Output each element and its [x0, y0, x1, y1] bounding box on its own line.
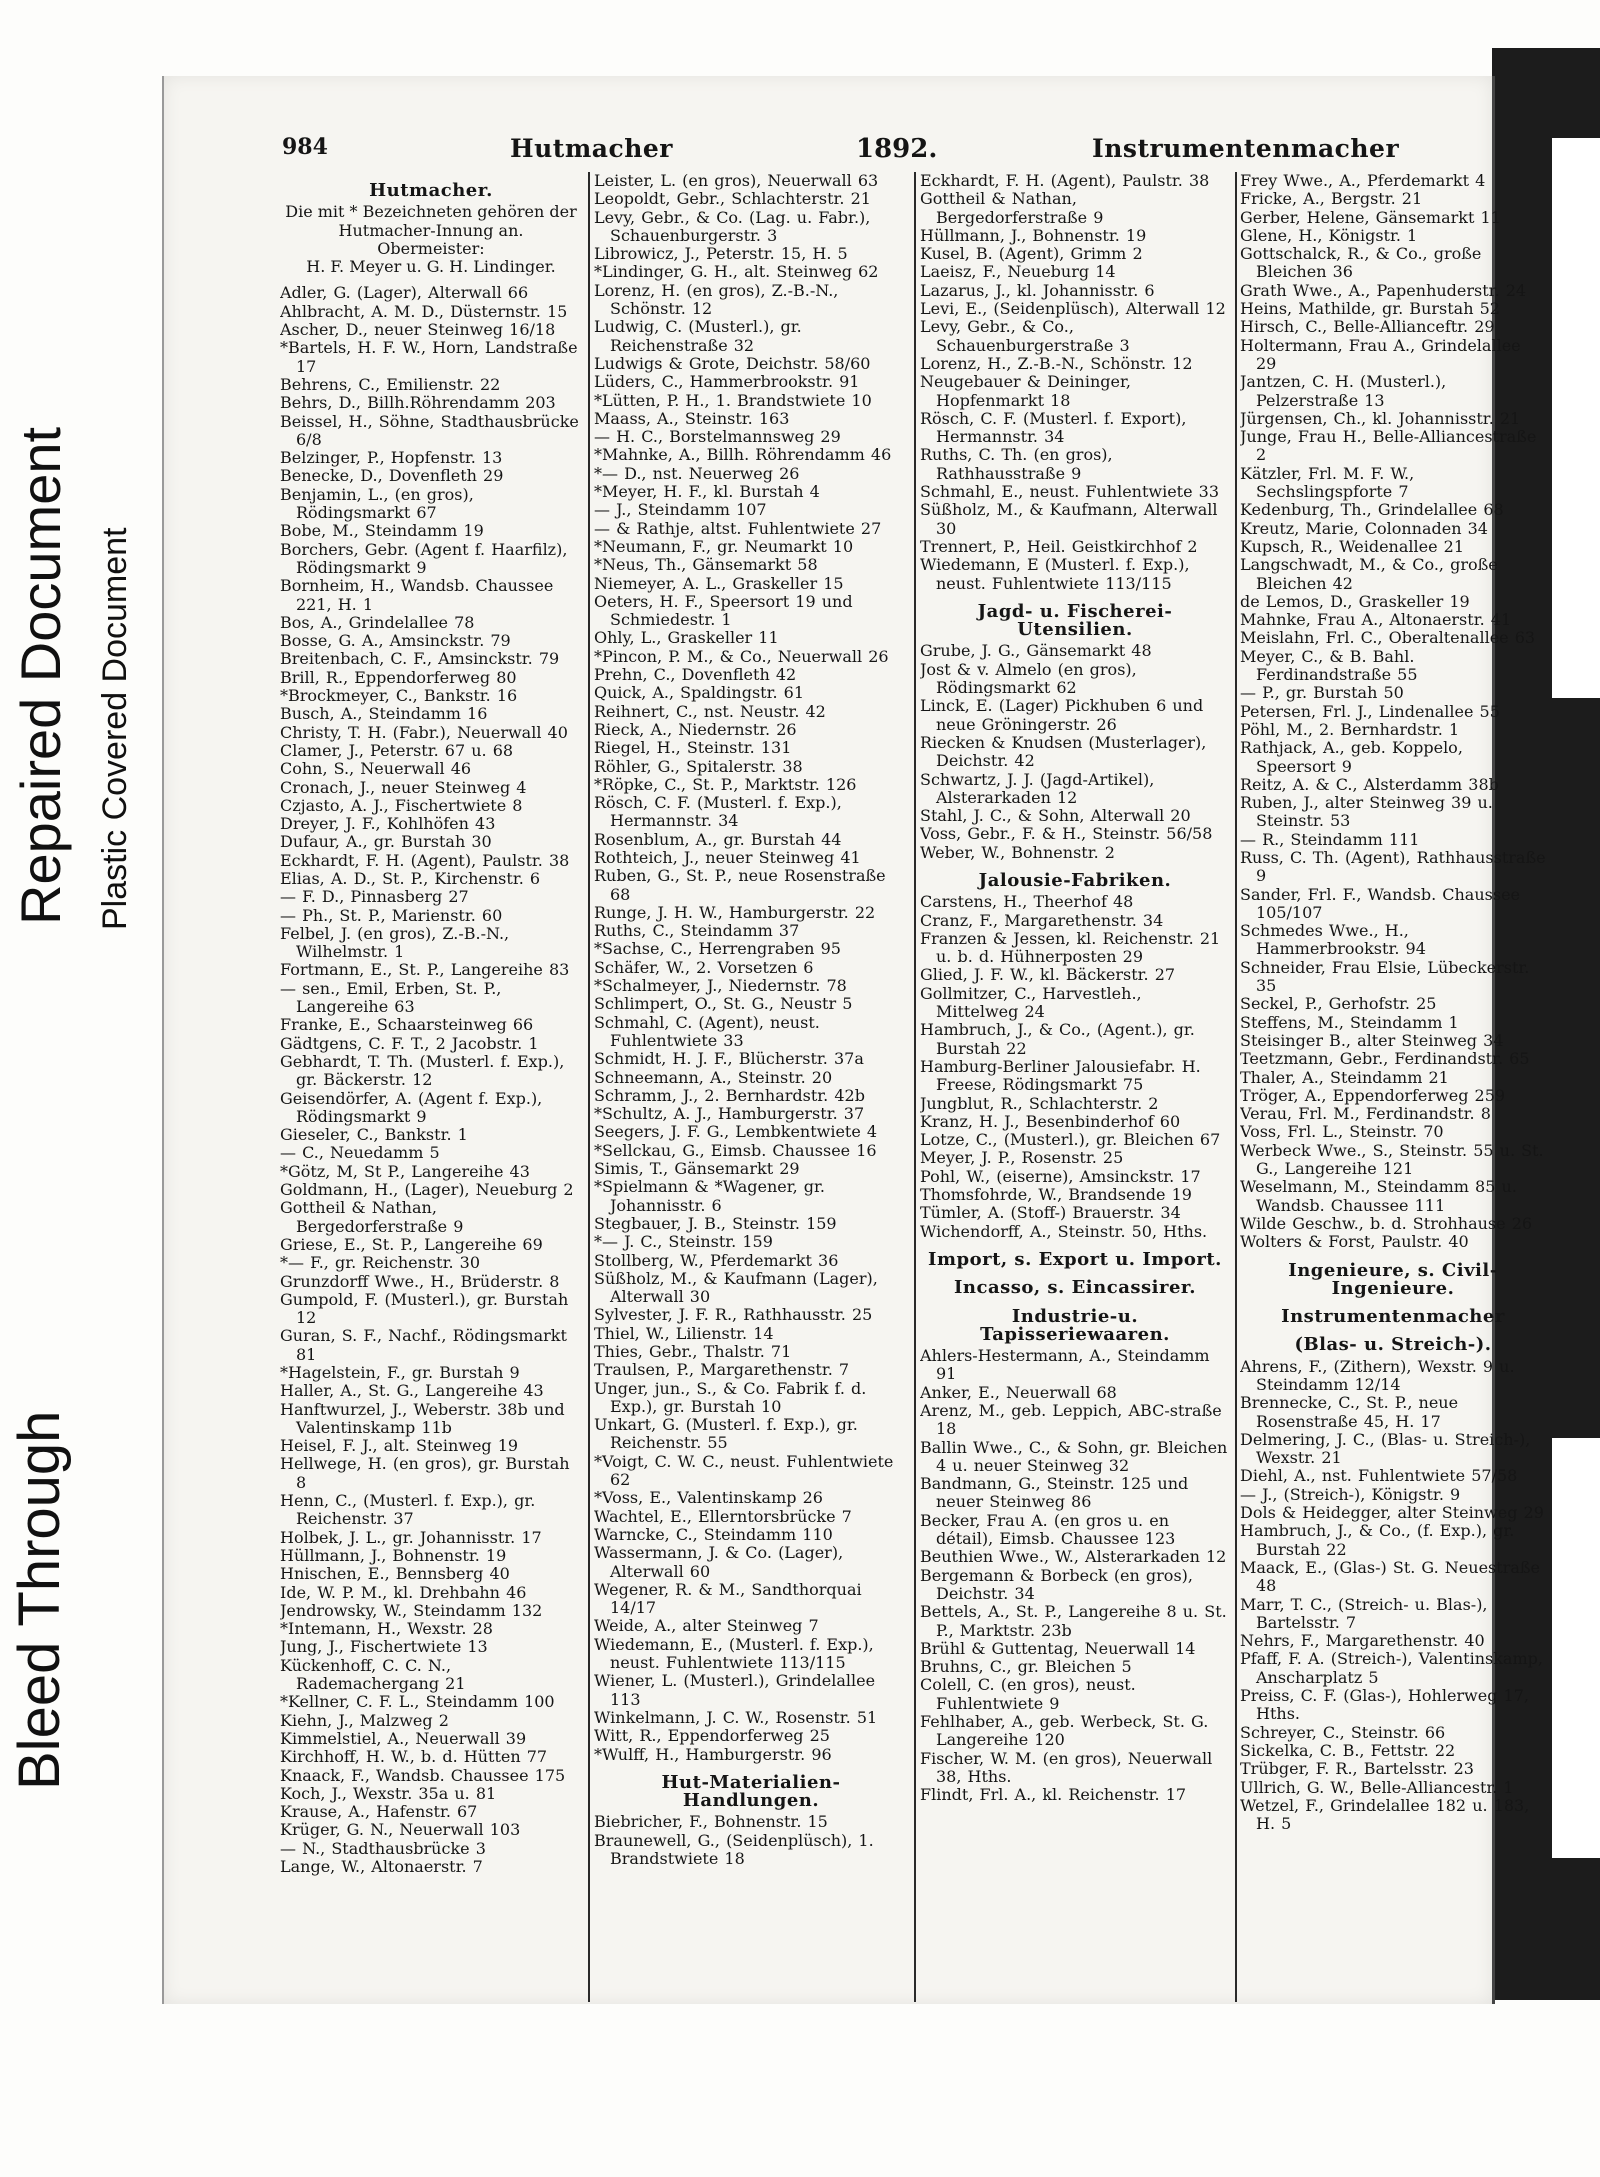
directory-entry: Ballin Wwe., C., & Sohn, gr. Bleichen 4 u. neuer Steinweg 32: [920, 1437, 1228, 1475]
directory-entry: Rothteich, J., neuer Steinweg 41: [594, 847, 861, 867]
directory-entry: Süßholz, M., & Kaufmann, Alterwall 30: [920, 500, 1218, 538]
directory-entry: Verau, Frl. M., Ferdinandstr. 8: [1240, 1104, 1491, 1124]
directory-entry: Riegel, H., Steinstr. 131: [594, 738, 792, 758]
directory-entry: Hirsch, C., Belle-Allianceftr. 29: [1240, 317, 1495, 337]
directory-entry: Gottschalck, R., & Co., große Bleichen 36: [1240, 244, 1482, 282]
directory-entry: Grunzdorff Wwe., H., Brüderstr. 8: [280, 1271, 560, 1291]
directory-entry: Sander, Frl. F., Wandsb. Chaussee 105/107: [1240, 884, 1520, 922]
directory-entry: Gottheil & Nathan, Bergedorferstraße 9: [280, 1198, 464, 1236]
directory-entry: Hüllmann, J., Bohnenstr. 19: [920, 225, 1147, 245]
directory-entry: *Schalmeyer, J., Niedernstr. 78: [594, 976, 847, 996]
directory-entry: Bandmann, G., Steinstr. 125 und neuer Steinweg 86: [920, 1474, 1189, 1512]
section-note: H. F. Meyer u. G. H. Lindinger.: [306, 257, 556, 277]
directory-entry: Schlimpert, O., St. G., Neustr 5: [594, 994, 853, 1014]
directory-entry: *Neumann, F., gr. Neumarkt 10: [594, 536, 854, 556]
directory-entry: *Mahnke, A., Billh. Röhrendamm 46: [594, 445, 892, 465]
directory-entry: Schmidt, H. J. F., Blücherstr. 37a: [594, 1049, 864, 1069]
directory-entry: Borchers, Gebr. (Agent f. Haarfilz), Rödingsmarkt 9: [280, 539, 568, 577]
directory-entry: Schreyer, C., Steinstr. 66: [1240, 1722, 1446, 1742]
directory-entry: *Lütten, P. H., 1. Brandstwiete 10: [594, 390, 872, 410]
directory-entry: Unger, jun., S., & Co. Fabrik f. d. Exp.), gr. Burstah 10: [594, 1378, 867, 1416]
directory-entry: Christy, T. H. (Fabr.), Neuerwall 40: [280, 722, 568, 742]
section-heading: Jalousie-Fabriken.: [978, 869, 1172, 891]
directory-entry: Warncke, C., Steindamm 110: [594, 1524, 833, 1544]
directory-entry: Knaack, F., Wandsb. Chaussee 175: [280, 1765, 566, 1785]
directory-entry: Langschwadt, M., & Co., große Bleichen 42: [1240, 555, 1498, 593]
directory-entry: Werbeck Wwe., S., Steinstr. 55 u. St. G., Langereihe 121: [1240, 1140, 1544, 1179]
column-4: [1240, 172, 1546, 1992]
directory-entry: Diehl, A., nst. Fuhlentwiete 57/58: [1240, 1466, 1518, 1486]
directory-entry: *Bartels, H. F. W., Horn, Landstraße 17: [280, 338, 578, 376]
directory-entry: Unkart, G. (Musterl. f. Exp.), gr. Reichenstr. 55: [594, 1415, 858, 1453]
directory-entry: Clamer, J., Peterstr. 67 u. 68: [280, 740, 514, 760]
directory-entry: — J., Steindamm 107: [594, 500, 767, 520]
directory-entry: Reitz, A. & C., Alsterdamm 38b: [1240, 774, 1499, 794]
section-heading: Import, s. Export u. Import.: [928, 1248, 1222, 1270]
directory-entry: Jantzen, C. H. (Musterl.), Pelzerstraße 13: [1240, 372, 1447, 410]
directory-entry: Bruhns, C., gr. Bleichen 5: [920, 1657, 1132, 1677]
directory-entry: Biebricher, F., Bohnenstr. 15: [594, 1812, 828, 1832]
directory-entry: Fricke, A., Bergstr. 21: [1240, 189, 1423, 209]
directory-entry: Grath Wwe., A., Papenhuderstr. 24: [1240, 280, 1527, 300]
directory-entry: Schneider, Frau Elsie, Lübeckerstr. 35: [1240, 957, 1530, 996]
directory-entry: *Wulff, H., Hamburgerstr. 96: [594, 1744, 832, 1764]
directory-entry: Fortmann, E., St. P., Langereihe 83: [280, 960, 570, 980]
directory-entry: Tümler, A. (Stoff-) Brauerstr. 34: [920, 1203, 1181, 1223]
directory-entry: Kedenburg, Th., Grindelallee 68: [1240, 500, 1504, 520]
directory-entry: Hambruch, J., & Co., (Agent.), gr. Burstah 22: [920, 1020, 1195, 1058]
directory-entry: Arenz, M., geb. Leppich, ABC-straße 18: [920, 1401, 1222, 1439]
directory-entry: Fischer, W. M. (en gros), Neuerwall 38, Hths.: [920, 1748, 1213, 1786]
directory-entry: Ludwig, C. (Musterl.), gr. Reichenstraße 32: [594, 317, 802, 355]
section-note: Die mit * Bezeichneten gehören der: [285, 202, 577, 222]
directory-entry: Gerber, Helene, Gänsemarkt 11: [1240, 207, 1501, 227]
directory-entry: Kimmelstiel, A., Neuerwall 39: [280, 1728, 527, 1748]
directory-entry: Pfaff, F. A. (Streich-), Valentinskamp, Anscharplatz 5: [1240, 1649, 1543, 1687]
directory-entry: *Spielmann & *Wagener, gr. Johannisstr. 6: [594, 1177, 825, 1215]
directory-entry: Reihnert, C., nst. Neustr. 42: [594, 701, 826, 721]
directory-entry: Sickelka, C. B., Fettstr. 22: [1240, 1740, 1456, 1760]
column-1: [280, 172, 582, 1992]
directory-entry: Kätzler, Frl. M. F. W., Sechslingspforte 7: [1240, 463, 1415, 502]
directory-entry: Winkelmann, J. C. W., Rosenstr. 51: [594, 1707, 878, 1727]
directory-entry: Schwartz, J. J. (Jagd-Artikel), Alsterarkaden 12: [920, 769, 1155, 807]
directory-entry: *Kellner, C. F. L., Steindamm 100: [280, 1692, 555, 1712]
directory-entry: Trübger, F. R., Bartelsstr. 23: [1240, 1759, 1474, 1779]
directory-entry: Weber, W., Bohnenstr. 2: [920, 842, 1115, 862]
directory-entry: Henn, C., (Musterl. f. Exp.), gr. Reichenstr. 37: [280, 1491, 536, 1529]
directory-entry: Ullrich, G. W., Belle-Alliancestr. 1: [1240, 1777, 1514, 1797]
directory-entry: Grube, J. G., Gänsemarkt 48: [920, 641, 1152, 661]
directory-entry: *Neus, Th., Gänsemarkt 58: [594, 555, 818, 575]
directory-entry: Sylvester, J. F. R., Rathhausstr. 25: [594, 1305, 873, 1325]
directory-entry: Steffens, M., Steindamm 1: [1240, 1012, 1459, 1032]
directory-entry: Thaler, A., Steindamm 21: [1240, 1067, 1449, 1087]
directory-entry: *Röpke, C., St. P., Marktstr. 126: [594, 774, 857, 794]
directory-entry: Quick, A., Spaldingstr. 61: [594, 683, 805, 703]
directory-entry: Tröger, A., Eppendorferweg 259: [1240, 1085, 1506, 1105]
directory-entry: Lüders, C., Hammerbrookstr. 91: [594, 372, 860, 392]
directory-entry: *— F., gr. Reichenstr. 30: [280, 1253, 480, 1273]
section-heading: Instrumentenmacher: [1281, 1306, 1505, 1328]
directory-entry: Voss, Frl. L., Steinstr. 70: [1240, 1122, 1444, 1142]
overlay-label-strip: [0, 350, 160, 1790]
directory-entry: Runge, J. H. W., Hamburgerstr. 22: [594, 902, 876, 922]
directory-entry: Lange, W., Altonaerstr. 7: [280, 1857, 483, 1877]
directory-entry: Oeters, H. F., Speersort 19 und Schmiedestr. 1: [594, 591, 853, 630]
directory-entry: — H. C., Borstelmannsweg 29: [594, 427, 841, 447]
directory-entry: Levy, Gebr., & Co. (Lag. u. Fabr.), Schauenburgerstr. 3: [594, 207, 871, 245]
directory-entry: Dols & Heidegger, alter Steinweg 29: [1240, 1503, 1544, 1523]
directory-entry: Heins, Mathilde, gr. Burstah 52: [1240, 299, 1500, 319]
directory-entry: Belzinger, P., Hopfenstr. 13: [280, 448, 503, 468]
directory-entry: Nehrs, F., Margarethenstr. 40: [1240, 1631, 1485, 1651]
directory-entry: — J., (Streich-), Königstr. 9: [1240, 1484, 1461, 1504]
directory-entry: Hellwege, H. (en gros), gr. Burstah 8: [280, 1454, 570, 1492]
section-note: Obermeister:: [377, 238, 485, 258]
directory-entry: Krüger, G. N., Neuerwall 103: [280, 1820, 521, 1840]
directory-entry: Jungblut, R., Schlachterstr. 2: [920, 1093, 1159, 1113]
directory-entry: Bobe, M., Steindamm 19: [280, 521, 484, 541]
directory-entry: Bornheim, H., Wandsb. Chaussee 221, H. 1: [280, 576, 554, 614]
directory-entry: Ahlers-Hestermann, A., Steindamm 91: [920, 1346, 1210, 1384]
directory-entry: Ascher, D., neuer Steinweg 16/18: [280, 320, 556, 340]
directory-entry: Becker, Frau A. (en gros u. en détail), Eimsb. Chaussee 123: [920, 1510, 1176, 1549]
directory-entry: Ahrens, F., (Zithern), Wexstr. 9 u. Steindamm 12/14: [1240, 1356, 1515, 1394]
directory-entry: Pöhl, M., 2. Bernhardstr. 1: [1240, 719, 1460, 739]
directory-entry: Dreyer, J. F., Kohlhöfen 43: [280, 814, 496, 834]
directory-entry: Czjasto, A. J., Fischertwiete 8: [280, 795, 523, 815]
repaired-document-label: Repaired Document: [9, 426, 72, 925]
directory-entry: Jürgensen, Ch., kl. Johannisstr. 21: [1240, 408, 1521, 428]
directory-entry: Anker, E., Neuerwall 68: [920, 1382, 1117, 1402]
directory-entry: Ruben, G., St. P., neue Rosenstraße 68: [594, 866, 886, 904]
section-heading: Jagd- u. Fischerei-Utensilien.: [977, 600, 1173, 641]
directory-entry: Cohn, S., Neuerwall 46: [280, 759, 472, 779]
directory-entry: — sen., Emil, Erben, St. P., Langereihe 63: [280, 978, 502, 1017]
directory-entry: Behrs, D., Billh.Röhrendamm 203: [280, 393, 556, 413]
directory-entry: Behrens, C., Emilienstr. 22: [280, 374, 501, 394]
directory-entry: Petersen, Frl. J., Lindenallee 55: [1240, 701, 1500, 721]
directory-entry: Gumpold, F. (Musterl.), gr. Burstah 12: [280, 1289, 569, 1328]
directory-entry: Eckhardt, F. H. (Agent), Paulstr. 38: [920, 172, 1210, 190]
directory-entry: Bettels, A., St. P., Langereihe 8 u. St. P., Marktstr. 23b: [920, 1602, 1227, 1640]
column-rule: [1235, 172, 1237, 2002]
directory-entry: Maack, E., (Glas-) St. G. Neuestraße 48: [1240, 1557, 1541, 1596]
directory-entry: Simis, T., Gänsemarkt 29: [594, 1159, 800, 1179]
directory-entry: Steisinger B., alter Steinweg 34: [1240, 1030, 1504, 1050]
directory-entry: Thies, Gebr., Thalstr. 71: [594, 1342, 792, 1361]
directory-entry: Haller, A., St. G., Langereihe 43: [280, 1381, 544, 1401]
directory-entry: Rösch, C. F. (Musterl. f. Export), Hermannstr. 34: [920, 408, 1187, 447]
directory-entry: Carstens, H., Theerhof 48: [920, 892, 1134, 912]
directory-entry: Benecke, D., Dovenfleth 29: [280, 466, 504, 486]
directory-entry: Fehlhaber, A., geb. Werbeck, St. G. Langereihe 120: [920, 1712, 1209, 1750]
directory-entry: Jendrowsky, W., Steindamm 132: [280, 1600, 543, 1620]
directory-entry: Gädtgens, C. F. T., 2 Jacobstr. 1: [280, 1033, 539, 1053]
directory-entry: Holbek, J. L., gr. Johannisstr. 17: [280, 1527, 542, 1547]
directory-entry: Busch, A., Steindamm 16: [280, 704, 488, 724]
directory-entry: Ruths, C. Th. (en gros), Rathhausstraße 9: [920, 445, 1113, 483]
directory-entry: Neugebauer & Deininger, Hopfenmarkt 18: [920, 372, 1131, 410]
directory-entry: Dufaur, A., gr. Burstah 30: [280, 832, 492, 852]
directory-entry: *Sachse, C., Herrengraben 95: [594, 939, 841, 959]
directory-entry: Wiedemann, E., (Musterl. f. Exp.), neust. Fuhlentwiete 113/115: [594, 1634, 874, 1673]
directory-entry: Meyer, C., & B. Bahl. Ferdinandstraße 55: [1240, 646, 1418, 685]
directory-entry: Hnischen, E., Bennsberg 40: [280, 1564, 510, 1584]
directory-entry: Linck, E. (Lager) Pickhuben 6 und neue Gröningerstr. 26: [920, 696, 1204, 734]
directory-entry: Junge, Frau H., Belle-Alliancestraße 2: [1240, 427, 1537, 465]
directory-entry: Breitenbach, C. F., Amsinckstr. 79: [280, 649, 560, 669]
plastic-covered-label: Plastic Covered Document: [96, 527, 134, 930]
scanner-background-tab: [1552, 1438, 1600, 1858]
directory-entry: Lorenz, H., Z.-B.-N., Schönstr. 12: [920, 353, 1193, 373]
directory-entry: Brennecke, C., St. P., neue Rosenstraße 45, H. 17: [1240, 1393, 1459, 1431]
column-rule: [914, 172, 916, 2002]
page-header: [282, 134, 1482, 174]
directory-entry: Kranz, H. J., Besenbinderhof 60: [920, 1111, 1181, 1131]
directory-entry: Trennert, P., Heil. Geistkirchhof 2: [920, 536, 1198, 556]
directory-entry: Eckhardt, F. H. (Agent), Paulstr. 38: [280, 850, 570, 870]
directory-entry: Ruths, C., Steindamm 37: [594, 921, 800, 941]
directory-entry: Heisel, F. J., alt. Steinweg 19: [280, 1436, 519, 1456]
directory-entry: Wolters & Forst, Paulstr. 40: [1240, 1232, 1469, 1252]
directory-entry: de Lemos, D., Graskeller 19: [1240, 591, 1470, 611]
directory-entry: Ludwigs & Grote, Deichstr. 58/60: [594, 353, 871, 373]
directory-entry: Franzen & Jessen, kl. Reichenstr. 21 u. b. d. Hühnerposten 29: [920, 928, 1221, 967]
directory-entry: Stegbauer, J. B., Steinstr. 159: [594, 1213, 837, 1233]
directory-entry: *Voigt, C. W. C., neust. Fuhlentwiete 62: [594, 1451, 894, 1490]
section-heading: Hutmacher.: [369, 180, 493, 201]
directory-entry: *— D., nst. Neuerweg 26: [594, 463, 800, 483]
directory-entry: Kreutz, Marie, Colonnaden 34: [1240, 518, 1488, 538]
directory-entry: Guran, S. F., Nachf., Rödingsmarkt 81: [280, 1326, 567, 1364]
directory-entry: Kupsch, R., Weidenallee 21: [1240, 536, 1464, 556]
directory-entry: Bergemann & Borbeck (en gros), Deichstr. 34: [920, 1565, 1193, 1603]
directory-entry: Glene, H., Königstr. 1: [1240, 225, 1418, 245]
directory-entry: Ide, W. P. M., kl. Drehbahn 46: [280, 1582, 527, 1602]
section-heading: (Blas- u. Streich-).: [1294, 1334, 1492, 1356]
directory-entry: Gebhardt, T. Th. (Musterl. f. Exp.), gr. Bäckerstr. 12: [280, 1051, 565, 1090]
directory-entry: Stollberg, W., Pferdemarkt 36: [594, 1250, 839, 1270]
directory-entry: *Intemann, H., Wexstr. 28: [280, 1619, 493, 1639]
column-3: [920, 172, 1230, 1992]
directory-entry: Seckel, P., Gerhofstr. 25: [1240, 994, 1437, 1014]
directory-entry: Levi, E., (Seidenplüsch), Alterwall 12: [920, 299, 1226, 319]
directory-entry: Prehn, C., Dovenfleth 42: [594, 665, 797, 685]
directory-entry: — F. D., Pinnasberg 27: [280, 887, 469, 907]
section-heading: Ingenieure, s. Civil-Ingenieure.: [1288, 1259, 1498, 1299]
directory-entry: Schmahl, E., neust. Fuhlentwiete 33: [920, 482, 1220, 502]
directory-entry: Wilde Geschw., b. d. Strohhause 26: [1240, 1213, 1533, 1233]
directory-entry: Hamburg-Berliner Jalousiefabr. H. Freese, Rödingsmarkt 75: [920, 1056, 1201, 1095]
directory-entry: Schmahl, C. (Agent), neust. Fuhlentwiete 33: [594, 1012, 820, 1050]
column-2: [594, 172, 908, 1992]
directory-entry: Beissel, H., Söhne, Stadthausbrücke 6/8: [280, 411, 579, 449]
directory-entry: Beuthien Wwe., W., Alsterarkaden 12: [920, 1547, 1227, 1567]
directory-entry: Laeisz, F., Neueburg 14: [920, 262, 1116, 282]
directory-entry: Kirchhoff, H. W., b. d. Hütten 77: [280, 1747, 548, 1767]
directory-page: [162, 76, 1546, 2004]
directory-entry: — P., gr. Burstah 50: [1240, 683, 1404, 703]
directory-entry: Librowicz, J., Peterstr. 15, H. 5: [594, 244, 848, 264]
directory-entry: Cranz, F., Margarethenstr. 34: [920, 910, 1164, 930]
running-head-right: Instrumentenmacher: [1092, 134, 1400, 163]
directory-entry: Ruben, J., alter Steinweg 39 u. Steinstr. 53: [1240, 793, 1493, 831]
directory-entry: Seegers, J. F. G., Lembkentwiete 4: [594, 1122, 878, 1142]
directory-entry: *Sellckau, G., Eimsb. Chaussee 16: [594, 1140, 877, 1160]
directory-entry: Benjamin, L., (en gros), Rödingsmarkt 67: [280, 484, 474, 523]
directory-entry: Hambruch, J., & Co., (f. Exp.), gr. Burstah 22: [1240, 1521, 1515, 1559]
directory-entry: *Götz, M, St P., Langereihe 43: [280, 1161, 530, 1181]
directory-entry: *Pincon, P. M., & Co., Neuerwall 26: [594, 646, 889, 666]
directory-columns: [280, 172, 1546, 2002]
directory-entry: Ahlbracht, A. M. D., Düsternstr. 15: [280, 301, 568, 321]
directory-entry: Süßholz, M., & Kaufmann (Lager), Alterwall 30: [594, 1268, 878, 1307]
directory-entry: *Brockmeyer, C., Bankstr. 16: [280, 686, 518, 706]
directory-entry: Bosse, G. A., Amsinckstr. 79: [280, 631, 511, 651]
directory-entry: Rösch, C. F. (Musterl. f. Exp.), Hermannstr. 34: [594, 793, 842, 831]
directory-entry: Felbel, J. (en gros), Z.-B.-N., Wilhelmstr. 1: [280, 923, 510, 962]
directory-entry: Gieseler, C., Bankstr. 1: [280, 1125, 468, 1145]
bleed-through-label: Bleed Through: [7, 1410, 72, 1790]
directory-entry: Hanftwurzel, J., Weberstr. 38b und Valentinskamp 11b: [280, 1399, 565, 1437]
directory-entry: Schneemann, A., Steinstr. 20: [594, 1067, 833, 1087]
directory-entry: Schramm, J., 2. Bernhardstr. 42b: [594, 1085, 865, 1105]
directory-entry: Wassermann, J. & Co. (Lager), Alterwall 60: [594, 1543, 844, 1581]
directory-entry: Jost & v. Almelo (en gros), Rödingsmarkt 62: [920, 659, 1137, 698]
directory-entry: *Hagelstein, F., gr. Burstah 9: [280, 1363, 520, 1382]
directory-entry: Wegener, R. & M., Sandthorquai 14/17: [594, 1579, 862, 1618]
page-number: 984: [282, 134, 328, 160]
directory-entry: Elias, A. D., St. P., Kirchenstr. 6: [280, 868, 541, 888]
directory-entry: Voss, Gebr., F. & H., Steinstr. 56/58: [920, 824, 1213, 844]
directory-entry: Brill, R., Eppendorferweg 80: [280, 667, 517, 687]
section-note: Hutmacher-Innung an.: [338, 220, 524, 240]
directory-entry: Wetzel, F., Grindelallee 182 u. 183, H. 5: [1240, 1795, 1530, 1834]
directory-entry: Holtermann, Frau A., Grindelallee 29: [1240, 335, 1521, 373]
directory-entry: Jung, J., Fischertwiete 13: [280, 1637, 488, 1657]
directory-entry: Witt, R., Eppendorferweg 25: [594, 1726, 830, 1746]
directory-entry: — C., Neuedamm 5: [280, 1143, 440, 1163]
directory-entry: Rieck, A., Niedernstr. 26: [594, 719, 797, 739]
section-heading: Industrie-u. Tapisseriewaaren.: [980, 1305, 1170, 1345]
directory-entry: Wiedemann, E (Musterl. f. Exp.), neust. Fuhlentwiete 113/115: [920, 555, 1190, 593]
directory-entry: *Voss, E., Valentinskamp 26: [594, 1488, 823, 1508]
directory-entry: Wachtel, E., Ellerntorsbrücke 7: [594, 1506, 852, 1526]
directory-entry: Koch, J., Wexstr. 35a u. 81: [280, 1783, 497, 1803]
directory-entry: Wiener, L. (Musterl.), Grindelallee 113: [594, 1671, 876, 1709]
directory-entry: Adler, G. (Lager), Alterwall 66: [280, 283, 529, 303]
directory-entry: — Ph., St. P., Marienstr. 60: [280, 905, 503, 925]
directory-entry: Bos, A., Grindelallee 78: [280, 612, 475, 632]
directory-entry: Traulsen, P., Margarethenstr. 7: [594, 1360, 850, 1380]
directory-entry: Frey Wwe., A., Pferdemarkt 4: [1240, 172, 1486, 190]
running-head-left: Hutmacher: [510, 134, 673, 163]
directory-entry: Preiss, C. F. (Glas-), Hohlerweg 17, Hths.: [1240, 1686, 1529, 1724]
directory-entry: Mahnke, Frau A., Altonaerstr. 41: [1240, 610, 1512, 630]
directory-entry: Schmedes Wwe., H., Hammerbrookstr. 94: [1240, 921, 1426, 959]
directory-entry: Colell, C. (en gros), neust. Fuhlentwiete 9: [920, 1675, 1136, 1713]
directory-entry: Hüllmann, J., Bohnenstr. 19: [280, 1545, 507, 1565]
directory-entry: Krause, A., Hafenstr. 67: [280, 1802, 478, 1822]
directory-entry: Röhler, G., Spitalerstr. 38: [594, 756, 803, 776]
directory-entry: Levy, Gebr., & Co., Schauenburgerstraße 3: [920, 317, 1130, 355]
directory-entry: Kückenhoff, C. C. N., Rademachergang 21: [280, 1655, 466, 1694]
directory-entry: Kusel, B. (Agent), Grimm 2: [920, 244, 1143, 264]
directory-entry: Schäfer, W., 2. Vorsetzen 6: [594, 957, 814, 977]
directory-entry: Thiel, W., Lilienstr. 14: [594, 1323, 774, 1343]
directory-entry: Maass, A., Steinstr. 163: [594, 408, 790, 428]
directory-entry: Braunewell, G., (Seidenplüsch), 1. Brandstwiete 18: [594, 1830, 874, 1869]
directory-entry: Ohly, L., Graskeller 11: [594, 628, 779, 648]
directory-entry: *— J. C., Steinstr. 159: [594, 1232, 773, 1252]
directory-entry: Leister, L. (en gros), Neuerwall 63: [594, 172, 879, 190]
directory-entry: Stahl, J. C., & Sohn, Alterwall 20: [920, 806, 1191, 826]
directory-entry: Glied, J. F. W., kl. Bäckerstr. 27: [920, 965, 1176, 985]
directory-entry: Gollmitzer, C., Harvestleh., Mittelweg 24: [920, 983, 1142, 1022]
section-heading: Incasso, s. Eincassirer.: [953, 1277, 1196, 1299]
directory-entry: Wichendorff, A., Steinstr. 50, Hths.: [920, 1221, 1208, 1241]
directory-entry: *Schultz, A. J., Hamburgerstr. 37: [594, 1104, 865, 1124]
directory-entry: Brühl & Guttentag, Neuerwall 14: [920, 1638, 1196, 1658]
directory-entry: Franke, E., Schaarsteinweg 66: [280, 1015, 534, 1035]
directory-entry: *Meyer, H. F., kl. Burstah 4: [594, 482, 820, 502]
directory-entry: — R., Steindamm 111: [1240, 829, 1420, 849]
directory-entry: Rosenblum, A., gr. Burstah 44: [594, 829, 842, 849]
scanner-background-tab: [1552, 138, 1600, 698]
directory-entry: Niemeyer, A. L., Graskeller 15: [594, 573, 844, 593]
directory-entry: Weide, A., alter Steinweg 7: [594, 1616, 819, 1636]
directory-entry: Teetzmann, Gebr., Ferdinandstr. 65: [1240, 1049, 1530, 1069]
directory-entry: Leopoldt, Gebr., Schlachterstr. 21: [594, 189, 871, 209]
directory-entry: — & Rathje, altst. Fuhlentwiete 27: [594, 518, 882, 538]
directory-entry: Riecken & Knudsen (Musterlager), Deichstr. 42: [920, 732, 1207, 771]
directory-entry: — N., Stadthausbrücke 3: [280, 1838, 486, 1858]
section-heading: Hut-Materialien-Handlungen.: [661, 1771, 841, 1812]
directory-entry: Russ, C. Th. (Agent), Rathhausstraße 9: [1240, 847, 1546, 886]
directory-entry: Lazarus, J., kl. Johannisstr. 6: [920, 280, 1155, 300]
column-rule: [588, 172, 590, 2002]
directory-entry: Kiehn, J., Malzweg 2: [280, 1710, 449, 1730]
directory-entry: Griese, E., St. P., Langereihe 69: [280, 1234, 543, 1254]
directory-entry: Meyer, J. P., Rosenstr. 25: [920, 1148, 1124, 1168]
directory-entry: Gottheil & Nathan, Bergedorferstraße 9: [920, 189, 1104, 227]
directory-entry: Goldmann, H., (Lager), Neueburg 2: [280, 1180, 574, 1200]
directory-entry: Lotze, C., (Musterl.), gr. Bleichen 67: [920, 1130, 1221, 1150]
directory-entry: Meislahn, Frl. C., Oberaltenallee 63: [1240, 628, 1536, 648]
directory-entry: Flindt, Frl. A., kl. Reichenstr. 17: [920, 1785, 1187, 1805]
directory-entry: Cronach, J., neuer Steinweg 4: [280, 777, 527, 797]
directory-entry: Rathjack, A., geb. Koppelo, Speersort 9: [1240, 738, 1463, 776]
running-head-year: 1892.: [856, 134, 938, 164]
directory-entry: Thomsfohrde, W., Brandsende 19: [920, 1185, 1192, 1205]
directory-entry: Marr, T. C., (Streich- u. Blas-), Bartelsstr. 7: [1240, 1594, 1488, 1632]
directory-entry: *Lindinger, G. H., alt. Steinweg 62: [594, 262, 879, 282]
directory-entry: Weselmann, M., Steindamm 85 u. Wandsb. Chaussee 111: [1240, 1177, 1517, 1215]
directory-entry: Delmering, J. C., (Blas- u. Streich-), Wexstr. 21: [1240, 1429, 1531, 1468]
directory-entry: Geisendörfer, A. (Agent f. Exp.), Rödingsmarkt 9: [280, 1088, 543, 1126]
directory-entry: Pohl, W., (eiserne), Amsinckstr. 17: [920, 1166, 1201, 1186]
directory-entry: Lorenz, H. (en gros), Z.-B.-N., Schönstr. 12: [594, 280, 839, 319]
